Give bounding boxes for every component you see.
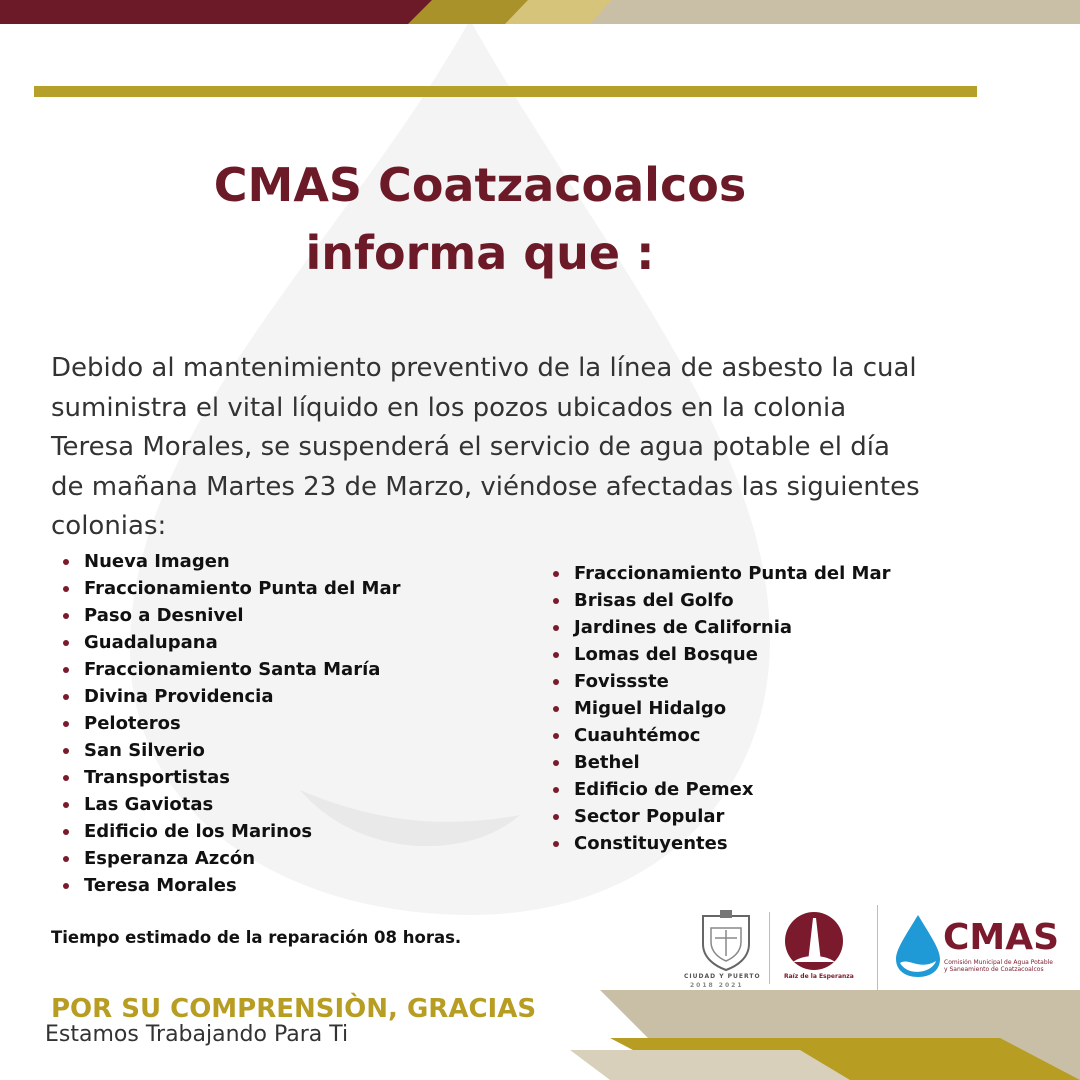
list-item <box>551 776 891 803</box>
list-item <box>61 710 401 737</box>
logo-divider <box>769 912 770 984</box>
list-item-label: Edificio de Pemex <box>574 779 754 800</box>
list-item-label: San Silverio <box>84 740 205 761</box>
list-item-label: Divina Providencia <box>84 686 274 707</box>
bullet-icon <box>553 787 559 793</box>
bullet-icon <box>63 721 69 727</box>
list-item <box>61 629 401 656</box>
cmas-subtitle-line: Comisión Municipal de Agua Potable <box>944 959 1053 966</box>
bullet-icon <box>553 625 559 631</box>
list-item-label: Lomas del Bosque <box>574 644 758 665</box>
intro-line: suministra el vital líquido en los pozos ubicados en la colonia <box>51 392 847 423</box>
bullet-icon <box>553 760 559 766</box>
list-item <box>551 749 891 776</box>
cmas-subtitle-line: y Saneamiento de Coatzacoalcos <box>944 966 1044 973</box>
gold-rule <box>34 86 977 97</box>
list-item-label: Brisas del Golfo <box>574 590 734 611</box>
logo-divider <box>877 905 878 990</box>
bullet-icon <box>553 571 559 577</box>
intro-line: colonias: <box>51 511 167 541</box>
list-item-label: Fraccionamiento Punta del Mar <box>84 578 401 599</box>
bullet-icon <box>63 775 69 781</box>
bullet-icon <box>553 598 559 604</box>
list-item <box>551 560 891 587</box>
list-item-label: Fovissste <box>574 671 669 692</box>
intro-line: Teresa Morales, se suspenderá el servicio de agua potable el día <box>51 432 890 462</box>
repair-time-note: Tiempo estimado de la reparación 08 horas. <box>51 928 462 947</box>
list-item <box>61 656 401 683</box>
list-item <box>551 695 891 722</box>
bullet-icon <box>63 613 69 619</box>
list-item-label: Constituyentes <box>574 833 728 854</box>
list-item <box>61 602 401 629</box>
bullet-icon <box>63 586 69 592</box>
intro-line: de mañana Martes 23 de Marzo, viéndose afectadas las siguientes <box>51 471 920 502</box>
bullet-icon <box>63 856 69 862</box>
bullet-icon <box>63 802 69 808</box>
bullet-icon <box>63 748 69 754</box>
list-item-label: Nueva Imagen <box>84 551 230 572</box>
list-item-label: Fraccionamiento Punta del Mar <box>574 563 891 584</box>
list-item <box>61 872 401 899</box>
list-item <box>61 791 401 818</box>
list-item-label: Edificio de los Marinos <box>84 821 313 842</box>
list-item <box>61 818 401 845</box>
heading-line-2: informa que : <box>305 226 655 280</box>
bullet-icon <box>63 667 69 673</box>
list-item <box>551 803 891 830</box>
bullet-icon <box>63 694 69 700</box>
list-item-label: Las Gaviotas <box>84 794 214 815</box>
bullet-icon <box>553 814 559 820</box>
list-item <box>551 587 891 614</box>
list-item <box>551 668 891 695</box>
list-item-label: Miguel Hidalgo <box>574 698 727 719</box>
intro-line: Debido al mantenimiento preventivo de la línea de asbesto la cual <box>51 353 917 383</box>
bullet-icon <box>63 829 69 835</box>
intro-paragraph <box>51 349 962 547</box>
cmas-drop-icon <box>894 913 942 979</box>
bullet-icon <box>63 559 69 565</box>
list-item <box>551 614 891 641</box>
esperanza-logo <box>783 910 845 972</box>
city-seal-caption: CIUDAD Y PUERTO <box>684 973 761 980</box>
esperanza-caption: Raíz de la Esperanza <box>784 973 854 980</box>
cmas-wordmark: CMAS <box>943 917 1060 958</box>
city-seal-logo <box>693 908 759 974</box>
list-item <box>61 737 401 764</box>
thanks-message: POR SU COMPRENSIÒN, GRACIAS <box>51 994 537 1024</box>
cmas-subtitle <box>944 959 1053 973</box>
list-item-label: Transportistas <box>84 767 230 788</box>
bullet-icon <box>553 679 559 685</box>
list-item-label: Teresa Morales <box>84 875 237 896</box>
bullet-icon <box>553 733 559 739</box>
list-item-label: Fraccionamiento Santa María <box>84 659 381 680</box>
colonies-list-right <box>551 560 891 857</box>
list-item <box>61 548 401 575</box>
heading-line-1: CMAS Coatzacoalcos <box>213 158 747 212</box>
list-item-label: Cuauhtémoc <box>574 725 701 746</box>
top-banner <box>0 0 1080 24</box>
bullet-icon <box>553 652 559 658</box>
list-item-label: Paso a Desnivel <box>84 605 244 626</box>
bullet-icon <box>553 841 559 847</box>
list-item <box>61 845 401 872</box>
working-slogan: Estamos Trabajando Para Ti <box>45 1022 349 1047</box>
bullet-icon <box>63 883 69 889</box>
list-item-label: Peloteros <box>84 713 181 734</box>
list-item <box>551 641 891 668</box>
list-item-label: Bethel <box>574 752 640 773</box>
list-item <box>61 764 401 791</box>
list-item <box>551 830 891 857</box>
list-item-label: Esperanza Azcón <box>84 848 256 869</box>
bullet-icon <box>63 640 69 646</box>
list-item <box>61 575 401 602</box>
bullet-icon <box>553 706 559 712</box>
list-item-label: Guadalupana <box>84 632 218 653</box>
city-seal-years: 2018 2021 <box>690 982 744 989</box>
list-item <box>61 683 401 710</box>
colonies-list-left <box>61 548 401 899</box>
list-item-label: Sector Popular <box>574 806 725 827</box>
list-item-label: Jardines de California <box>574 617 793 638</box>
list-item <box>551 722 891 749</box>
